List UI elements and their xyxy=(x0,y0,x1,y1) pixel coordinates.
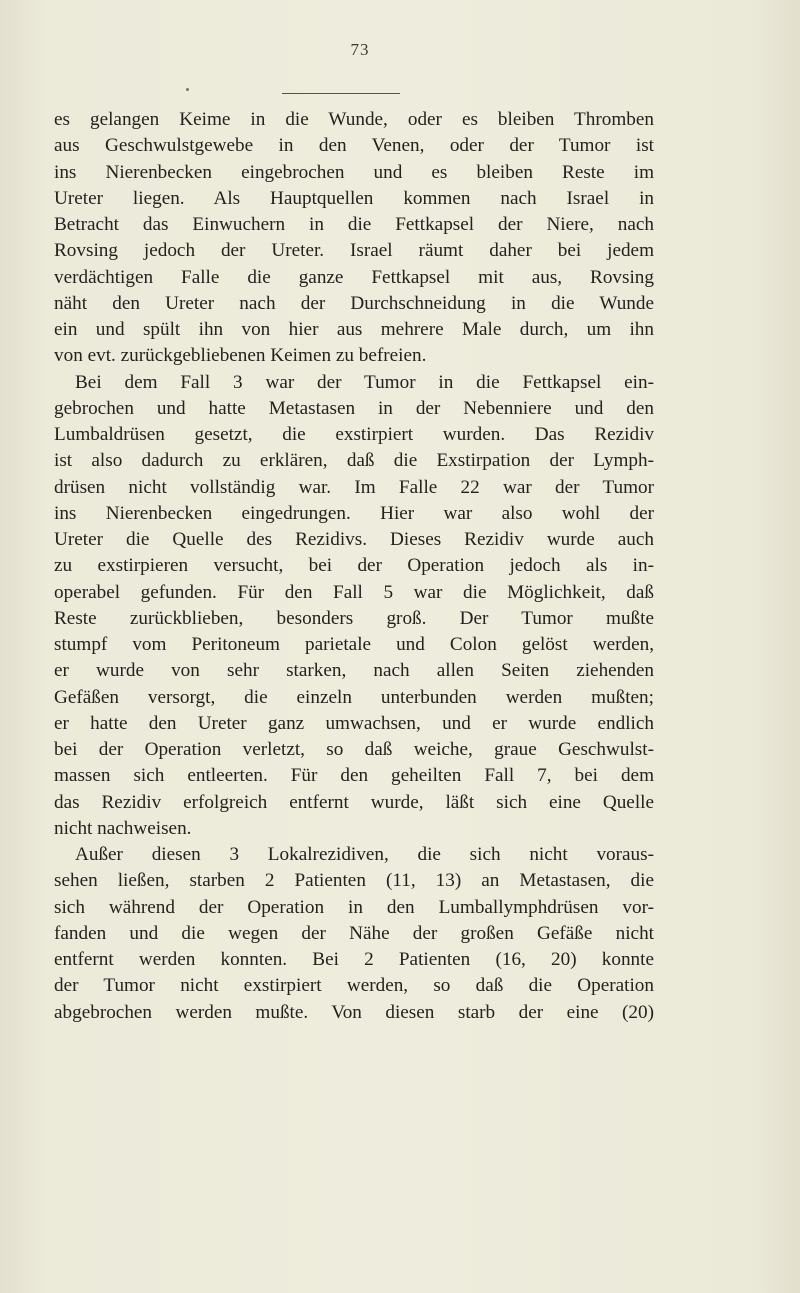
text-line: entfernt werden konnten. Bei 2 Patienten (16, 20) konnte xyxy=(54,949,654,970)
text-line: nicht nachweisen. xyxy=(54,817,192,839)
text-line: Rovsing jedoch der Ureter. Israel räumt daher bei jedem xyxy=(54,240,654,262)
text-line: näht den Ureter nach der Durchschneidung in die Wunde xyxy=(54,292,654,314)
text-line: ein und spült ihn von hier aus mehrere Male durch, um ihn xyxy=(54,319,654,340)
page-number: 73 xyxy=(350,40,370,59)
header-rule xyxy=(282,93,400,94)
text-line: er wurde von sehr starken, nach allen Seiten ziehenden xyxy=(54,660,654,682)
text-line: er hatte den Ureter ganz umwachsen, und er wurde endlich xyxy=(54,712,654,734)
header-dot xyxy=(186,88,189,91)
text-line: sehen ließen, starben 2 Patienten (11, 13) an Metastasen, die xyxy=(54,870,654,892)
body-text xyxy=(54,107,654,1026)
text-line: fanden und die wegen der Nähe der großen Gefäße nicht xyxy=(54,922,654,944)
text-line: gebrochen und hatte Metastasen in der Nebenniere und den xyxy=(54,397,654,419)
text-line: Ureter die Quelle des Rezidivs. Dieses Rezidiv wurde auch xyxy=(54,529,654,550)
text-line: ist also dadurch zu erklären, daß die Exstirpation der Lymph- xyxy=(54,450,654,472)
text-line: sich während der Operation in den Lumballymphdrüsen vor- xyxy=(54,896,654,918)
text-line: der Tumor nicht exstirpiert werden, so daß die Operation xyxy=(54,975,654,997)
text-line: aus Geschwulstgewebe in den Venen, oder der Tumor ist xyxy=(54,135,654,157)
text-line: Betracht das Einwuchern in die Fettkapsel der Niere, nach xyxy=(54,214,654,235)
text-line: ins Nierenbecken eingedrungen. Hier war also wohl der xyxy=(54,502,654,524)
text-line: Außer diesen 3 Lokalrezidiven, die sich nicht voraus- xyxy=(75,844,654,865)
text-line: Lumbaldrüsen gesetzt, die exstirpiert wurden. Das Rezidiv xyxy=(54,424,654,445)
text-line: drüsen nicht vollständig war. Im Falle 22 war der Tumor xyxy=(54,476,654,498)
text-line: stumpf vom Peritoneum parietale und Colon gelöst werden, xyxy=(54,634,654,655)
text-line: massen sich entleerten. Für den geheilten Fall 7, bei dem xyxy=(54,765,654,787)
text-line: ins Nierenbecken eingebrochen und es bleiben Reste im xyxy=(54,161,654,183)
text-line: das Rezidiv erfolgreich entfernt wurde, läßt sich eine Quelle xyxy=(54,791,654,813)
text-line: bei der Operation verletzt, so daß weiche, graue Geschwulst- xyxy=(54,739,654,760)
text-line: Reste zurückblieben, besonders groß. Der Tumor mußte xyxy=(54,607,654,629)
text-line: zu exstirpieren versucht, bei der Operation jedoch als in- xyxy=(54,555,654,577)
text-line: es gelangen Keime in die Wunde, oder es bleiben Thromben xyxy=(54,109,654,130)
text-line: abgebrochen werden mußte. Von diesen starb der eine (20) xyxy=(54,1001,654,1023)
text-line: operabel gefunden. Für den Fall 5 war die Möglichkeit, daß xyxy=(54,581,654,603)
text-line: von evt. zurückgebliebenen Keimen zu befreien. xyxy=(54,345,427,367)
text-line: Bei dem Fall 3 war der Tumor in die Fettkapsel ein- xyxy=(75,371,654,393)
text-line: Ureter liegen. Als Hauptquellen kommen nach Israel in xyxy=(54,187,654,209)
text-line: verdächtigen Falle die ganze Fettkapsel mit aus, Rovsing xyxy=(54,266,654,288)
text-line: Gefäßen versorgt, die einzeln unterbunden werden mußten; xyxy=(54,686,654,708)
